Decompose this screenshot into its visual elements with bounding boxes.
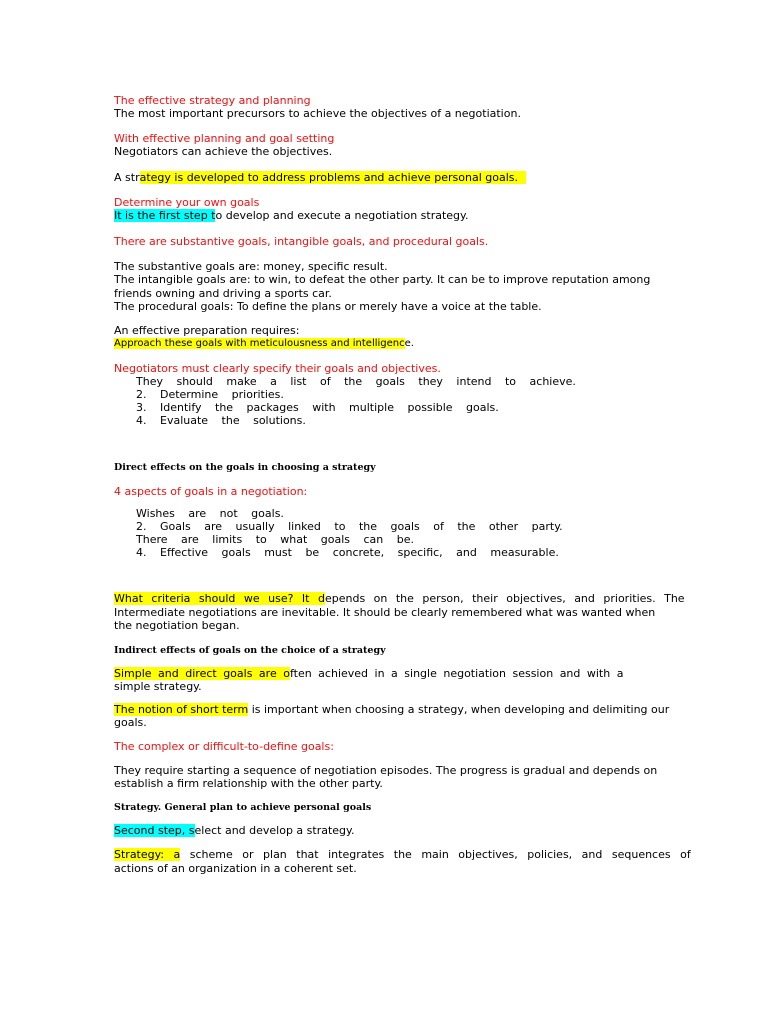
list-item: 3. Identify the packages with multiple possible goals. <box>136 401 499 414</box>
list-item: 2. Goals are usually linked to the goals of the other party. <box>136 520 563 533</box>
highlight-yellow: ategy is developed to address problems and achieve personal goals. <box>140 171 526 184</box>
paragraph-achieve-objectives: Negotiators can achieve the objectives. <box>114 145 333 158</box>
section-heading-strategy-plan: Strategy. General plan to achieve personal goals <box>114 802 372 813</box>
paragraph-sequence: They require starting a sequence of negotiation episodes. The progress is gradual and depends on <box>114 764 658 777</box>
paragraph-strategy-definition <box>114 848 691 862</box>
highlight-yellow: Strategy: a <box>114 848 181 861</box>
heading-four-aspects: 4 aspects of goals in a negotiation: <box>114 485 308 498</box>
paragraph-substantive-goals: The substantive goals are: money, specific result. <box>114 260 388 273</box>
heading-complex-goals: The complex or difficult-to-define goals: <box>114 740 334 753</box>
paragraph-strategy-developed <box>114 171 526 185</box>
paragraph-intangible-goals: The intangible goals are: to win, to defeat the other party. It can be to improve reputation among <box>114 273 651 286</box>
paragraph-approach-goals <box>114 337 414 351</box>
list-item: There are limits to what goals can be. <box>136 533 415 546</box>
text-segment: is important when choosing a strategy, when developing and delimiting our <box>248 703 670 716</box>
paragraph-precursors: The most important precursors to achieve the objectives of a negotiation. <box>114 107 521 120</box>
highlight-yellow: The notion of short term <box>114 703 249 716</box>
text-segment: o develop and execute a negotiation strategy. <box>215 209 469 222</box>
text-segment: e. <box>404 338 414 349</box>
heading-determine-goals: Determine your own goals <box>114 196 260 209</box>
paragraph-short-term <box>114 703 669 717</box>
paragraph-strategy-definition-cont: actions of an organization in a coherent set. <box>114 862 357 875</box>
paragraph-intangible-goals-cont: friends owning and driving a sports car. <box>114 287 332 300</box>
list-item: 4. Evaluate the solutions. <box>136 414 306 427</box>
list-item: Wishes are not goals. <box>136 507 284 520</box>
paragraph-simple-goals <box>114 667 623 681</box>
highlight-cyan: It is the first step t <box>114 209 216 222</box>
text-segment: ften achieved in a single negotiation session and with a <box>289 667 624 680</box>
paragraph-sequence-cont: establish a firm relationship with the other party. <box>114 777 383 790</box>
paragraph-criteria-end: the negotiation began. <box>114 619 240 632</box>
highlight-yellow: What criteria should we use? It d <box>114 592 325 605</box>
heading-goal-types: There are substantive goals, intangible goals, and procedural goals. <box>114 235 489 248</box>
paragraph-simple-goals-cont: simple strategy. <box>114 680 202 693</box>
paragraph-first-step <box>114 209 468 223</box>
paragraph-criteria <box>114 592 685 606</box>
heading-planning-goal-setting: With effective planning and goal setting <box>114 132 335 145</box>
list-item: 2. Determine priorities. <box>136 388 284 401</box>
highlight-cyan: Second step, s <box>114 824 195 837</box>
paragraph-criteria-cont: Intermediate negotiations are inevitable. It should be clearly remembered what was wanted when <box>114 606 656 619</box>
text-segment: epends on the person, their objectives, and priorities. The <box>324 592 685 605</box>
paragraph-preparation-requires: An effective preparation requires: <box>114 324 300 337</box>
list-item: 4. Effective goals must be concrete, specific, and measurable. <box>136 546 559 559</box>
list-item: They should make a list of the goals they intend to achieve. <box>136 375 576 388</box>
section-heading-indirect-effects: Indirect effects of goals on the choice of a strategy <box>114 645 386 656</box>
section-heading-direct-effects: Direct effects on the goals in choosing a strategy <box>114 462 376 473</box>
heading-effective-strategy: The effective strategy and planning <box>114 94 311 107</box>
paragraph-procedural-goals: The procedural goals: To define the plans or merely have a voice at the table. <box>114 300 542 313</box>
paragraph-second-step <box>114 824 354 838</box>
highlight-yellow: Simple and direct goals are o <box>114 667 290 680</box>
highlight-yellow: Approach these goals with meticulousness and intelligenc <box>114 338 405 349</box>
paragraph-short-term-cont: goals. <box>114 716 147 729</box>
heading-specify-goals: Negotiators must clearly specify their goals and objectives. <box>114 362 441 375</box>
text-segment: A str <box>114 171 140 184</box>
text-segment: scheme or plan that integrates the main objectives, policies, and sequences of <box>180 848 691 861</box>
text-segment: elect and develop a strategy. <box>194 824 355 837</box>
